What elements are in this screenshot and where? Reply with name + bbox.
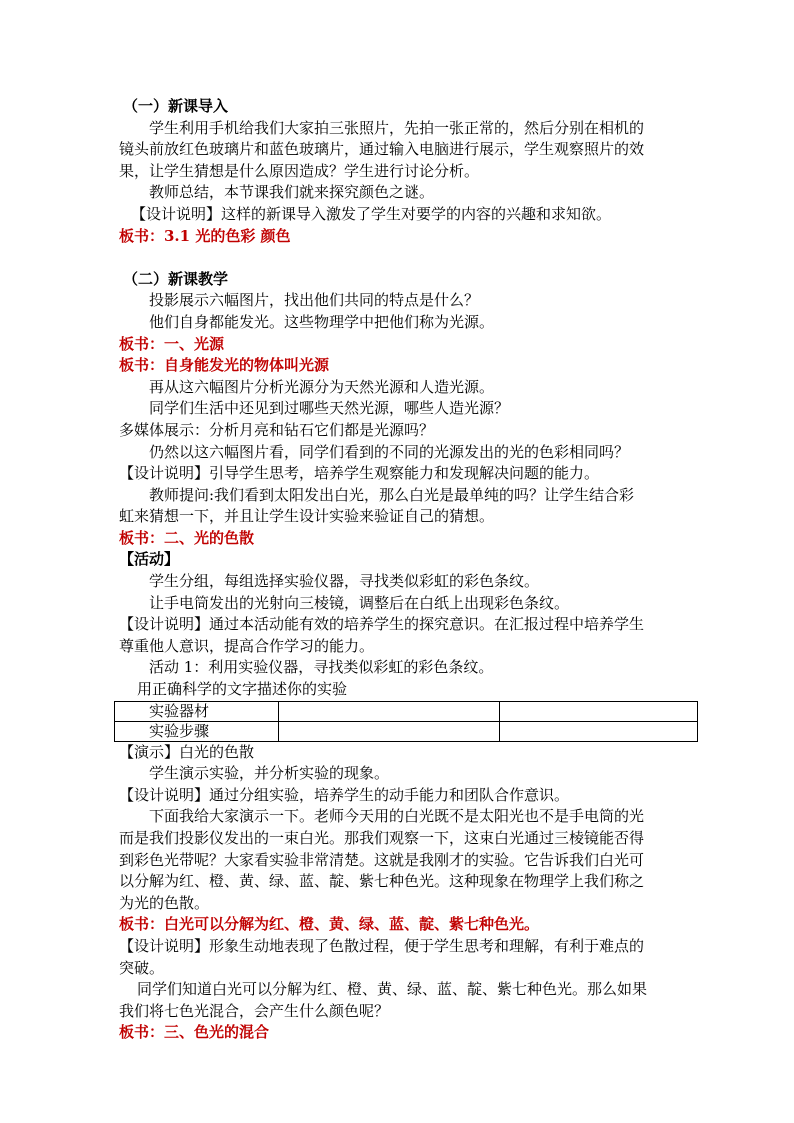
section1-paragraph1-line3: 果，让学生猜想是什么原因造成？学生进行讨论分析。 [119, 161, 480, 180]
section2-line6: 仍然以这六幅图片看，同学们看到的不同的光源发出的光的色彩相同吗？ [149, 442, 630, 461]
section2-line13-d: 以分解为红、橙、黄、绿、蓝、靛、紫七种色光。这种现象在物理学上我们称之 [119, 872, 645, 891]
section2-line2: 他们自身都能发光。这些物理学中把他们称为光源。 [149, 312, 495, 331]
demo-label: 【演示】白光的色散 [119, 742, 255, 761]
section1-paragraph2: 教师总结，本节课我们就来探究颜色之谜。 [149, 183, 435, 202]
section2-line13-b: 而是我们投影仪发出的一束白光。那我们观察一下，这束白光通过三棱镜能否得 [119, 829, 645, 847]
design-note-4-line1: 【设计说明】形象生动地表现了色散过程，便于学生思考和理解，有利于难点的 [119, 936, 645, 955]
table-cell-label: 实验器材 [115, 701, 279, 721]
section1-design-note: 【设计说明】这样的新课导入激发了学生对要学的内容的兴趣和求知欲。 [131, 204, 612, 223]
section2-line7-a: 教师提问:我们看到太阳发出白光，那么白光是最单纯的吗？让学生结合彩 [149, 485, 635, 504]
section2-line5: 多媒体展示：分析月亮和钻石它们都是光源吗？ [119, 420, 435, 439]
section2-line9: 让手电筒发出的光射向三棱镜，调整后在白纸上出现彩色条纹。 [149, 593, 570, 612]
section2-line11: 用正确科学的文字描述你的实验 [137, 680, 348, 699]
section1-board-title: 板书：3.1 光的色彩 颜色 [119, 226, 291, 245]
table-cell [278, 721, 499, 741]
design-note-1: 【设计说明】引导学生思考，培养学生观察能力和发现解决问题的能力。 [119, 464, 600, 483]
section2-line7-b: 虹来猜想一下，并且让学生设计实验来验证自己的猜想。 [119, 507, 495, 526]
section2-line14-a: 同学们知道白光可以分解为红、橙、黄、绿、蓝、靛、紫七种色光。那么如果 [137, 980, 648, 999]
table-cell [278, 701, 499, 721]
section2-line13-a: 下面我给大家演示一下。老师今天用的白光既不是太阳光也不是手电筒的光 [149, 807, 645, 826]
spacer [119, 247, 679, 269]
design-note-3: 【设计说明】通过分组实验，培养学生的动手能力和团队合作意识。 [119, 785, 570, 804]
section2-line4: 同学们生活中还见到过哪些天然光源，哪些人造光源？ [149, 399, 510, 418]
table-cell-label: 实验步骤 [115, 721, 279, 741]
section1-paragraph1-line1: 学生利用手机给我们大家拍三张照片，先拍一张正常的，然后分别在相机的 [149, 118, 645, 137]
section2-line10: 活动 1：利用实验仪器，寻找类似彩虹的彩色条纹。 [149, 658, 494, 677]
board-seven-colors: 板书：白光可以分解为红、橙、黄、绿、蓝、靛、紫七种色光。 [119, 915, 540, 934]
design-note-2-line1: 【设计说明】通过本活动能有效的培养学生的探究意识。在汇报过程中培养学生 [119, 615, 645, 634]
document-page [119, 96, 679, 1044]
board-light-source: 板书：一、光源 [119, 334, 225, 353]
design-note-2-line2: 尊重他人意识，提高合作学习的能力。 [119, 636, 375, 655]
table-row [115, 701, 698, 721]
table-row [115, 721, 698, 741]
activity-label: 【活动】 [119, 550, 180, 569]
section2-line14-b: 我们将七色光混合，会产生什么颜色呢？ [119, 1001, 390, 1020]
board-color-mixing: 板书：三、色光的混合 [119, 1023, 270, 1042]
section2-line12: 学生演示实验，并分析实验的现象。 [149, 764, 390, 783]
section2-line1: 投影展示六幅图片，找出他们共同的特点是什么？ [149, 291, 480, 310]
experiment-table [114, 701, 698, 742]
table-cell [499, 721, 697, 741]
board-light-source-definition: 板书：自身能发光的物体叫光源 [119, 356, 330, 375]
section2-line8: 学生分组，每组选择实验仪器，寻找类似彩虹的彩色条纹。 [149, 572, 540, 591]
board-dispersion: 板书：二、光的色散 [119, 528, 255, 547]
section2-line13-c: 到彩色光带呢？大家看实验非常清楚。这就是我刚才的实验。它告诉我们白光可 [119, 850, 645, 869]
section2-line3: 再从这六幅图片分析光源分为天然光源和人造光源。 [149, 377, 495, 396]
table-cell [499, 701, 697, 721]
section2-line13-e: 为光的色散。 [119, 893, 210, 912]
section1-heading: （一）新课导入 [123, 97, 229, 115]
design-note-4-line2: 突破。 [119, 958, 165, 977]
section1-paragraph1-line2: 镜头前放红色玻璃片和蓝色玻璃片，通过输入电脑进行展示，学生观察照片的效 [119, 140, 645, 159]
section2-heading: （二）新课教学 [123, 269, 229, 288]
